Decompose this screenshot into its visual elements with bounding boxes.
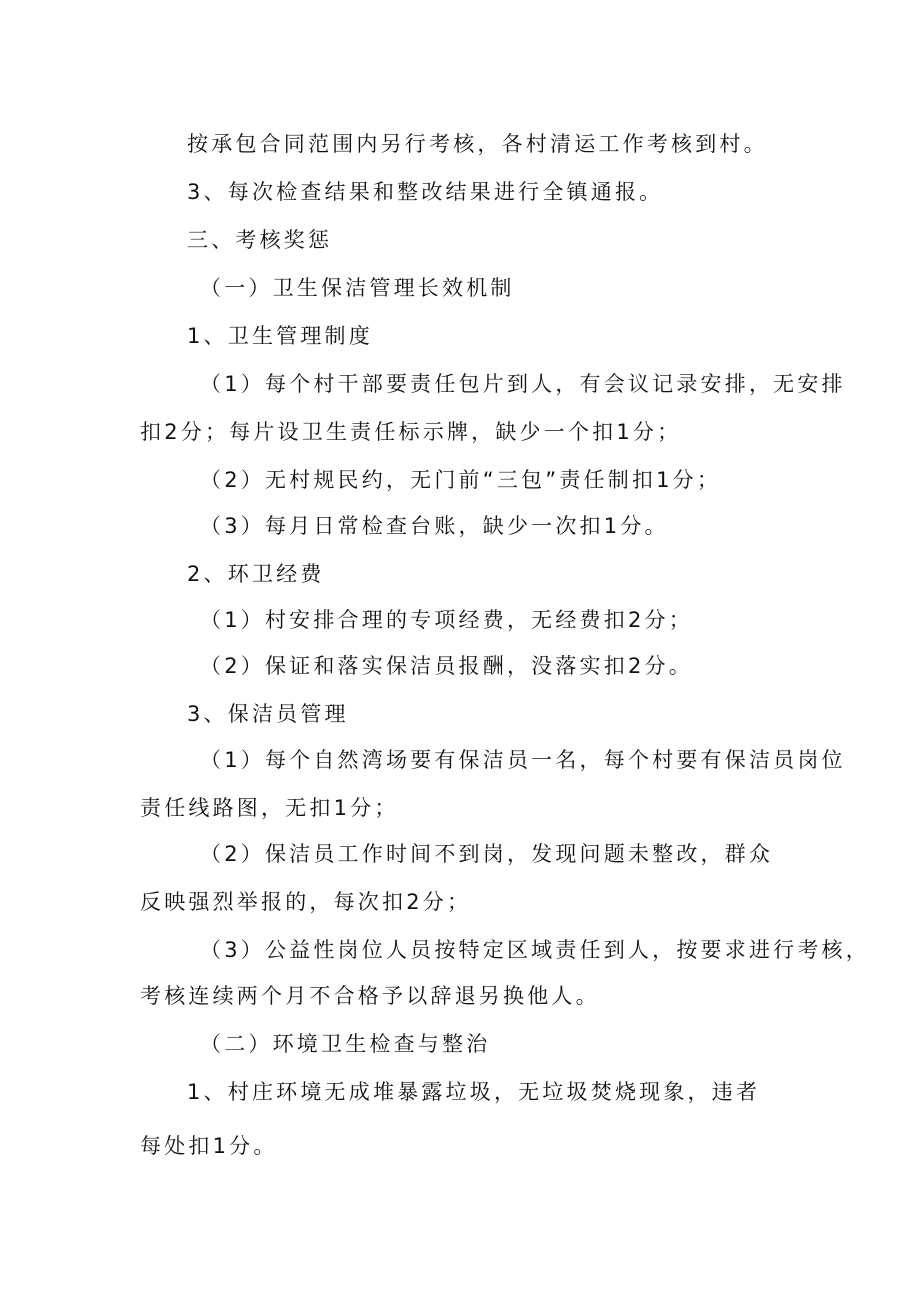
text-line-7: 扣2分；每片设卫生责任标示牌，缺少一个扣1分； [140, 420, 682, 444]
text-line-11: （1）村安排合理的专项经费，无经费扣2分； [200, 608, 693, 632]
text-line-16: （2）保洁员工作时间不到岗，发现问题未整改，群众 [200, 842, 774, 866]
text-line-17: 反映强烈举报的，每次扣2分； [140, 890, 472, 914]
text-line-8: （2）无村规民约，无门前“三包”责任制扣1分； [200, 468, 722, 492]
text-line-9: （3）每月日常检查台账，缺少一次扣1分。 [200, 514, 669, 538]
subsection-heading-2: （二）环境卫生检查与整治 [200, 1032, 491, 1056]
text-line-1: 按承包合同范围内另行考核，各村清运工作考核到村。 [187, 132, 768, 156]
item-heading-1: 1、卫生管理制度 [187, 324, 373, 348]
text-line-22: 每处扣1分。 [140, 1134, 278, 1158]
text-line-19: 考核连续两个月不合格予以辞退另换他人。 [140, 984, 600, 1008]
subsection-heading-1: （一）卫生保洁管理长效机制 [200, 276, 515, 300]
section-heading-3: 三、考核奖惩 [187, 228, 333, 252]
text-line-15: 责任线路图，无扣1分； [140, 796, 399, 820]
text-line-18: （3）公益性岗位人员按特定区域责任到人，按要求进行考核， [200, 938, 870, 962]
text-line-2: 3、每次检查结果和整改结果进行全镇通报。 [187, 180, 664, 204]
text-line-21: 1、村庄环境无成堆暴露垃圾，无垃圾焚烧现象，违者 [187, 1080, 761, 1104]
item-heading-3: 3、保洁员管理 [187, 702, 349, 726]
text-line-12: （2）保证和落实保洁员报酬，没落实扣2分。 [200, 654, 693, 678]
item-heading-2: 2、环卫经费 [187, 562, 325, 586]
text-line-6: （1）每个村干部要责任包片到人，有会议记录安排，无安排 [200, 372, 846, 396]
text-line-14: （1）每个自然湾场要有保洁员一名，每个村要有保洁员岗位 [200, 748, 846, 772]
